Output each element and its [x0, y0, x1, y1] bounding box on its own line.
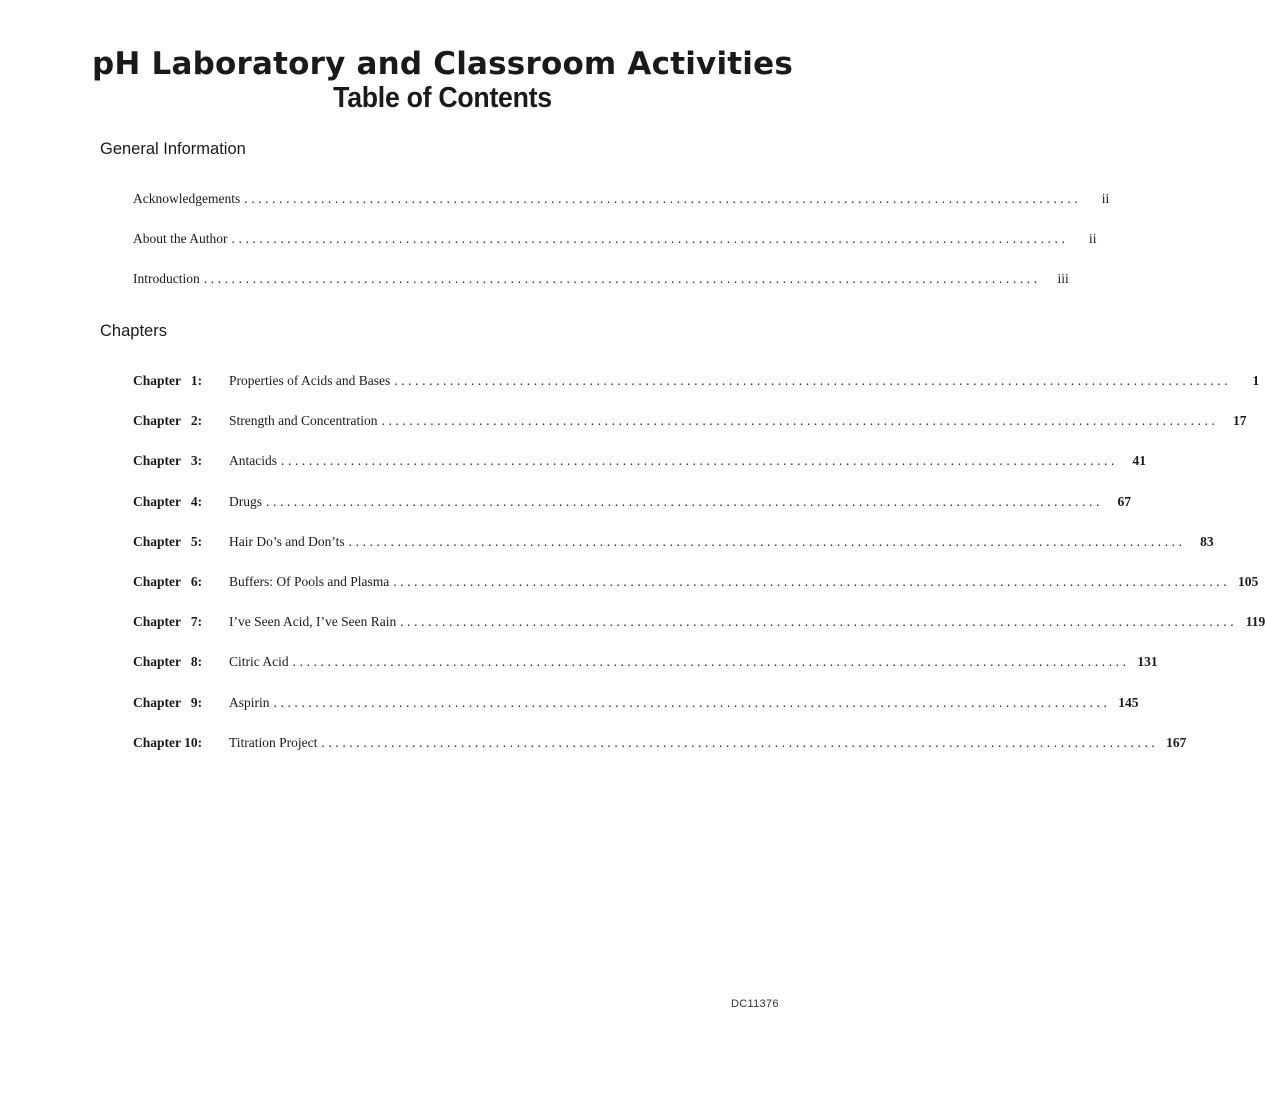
document-title: pH Laboratory and Classroom Activities	[91, 46, 793, 82]
toc-entry-title: Buffers: Of Pools and Plasma	[229, 573, 390, 589]
document-code: DC11376	[731, 998, 779, 1010]
toc-entry-page: ii	[1088, 231, 1097, 247]
chapter-label: Chapter 2:	[133, 413, 203, 429]
leader-dots: ........................................................................................................................	[393, 573, 1231, 589]
toc-entry-page: 167	[1166, 734, 1187, 750]
leader-dots: ........................................................................................................................	[244, 191, 1082, 206]
document-subtitle: Table of Contents	[333, 82, 552, 114]
general-information-list	[133, 190, 1110, 311]
toc-entry-about-the-author[interactable]	[133, 230, 1097, 270]
toc-entry-page: 145	[1118, 694, 1139, 710]
toc-entry-title: I’ve Seen Acid, I’ve Seen Rain	[229, 614, 397, 630]
chapter-label: Chapter 5:	[133, 533, 203, 549]
leader-dots: ........................................................................................................................	[231, 231, 1069, 247]
toc-entry-chapter-8[interactable]	[133, 653, 1158, 693]
toc-entry-page: 1	[1252, 373, 1260, 388]
toc-entry-page: 41	[1132, 453, 1146, 469]
toc-entry-title: Acknowledgements	[133, 191, 241, 206]
toc-entry-page: 119	[1245, 614, 1265, 630]
toc-entry-title: Antacids	[229, 453, 277, 469]
chapter-label: Chapter 3:	[133, 453, 203, 469]
leader-dots: ........................................................................................................................	[321, 734, 1159, 750]
leader-dots: ........................................................................................................................	[273, 694, 1111, 710]
leader-dots: ........................................................................................................................	[292, 654, 1130, 670]
leader-dots: ........................................................................................................................	[348, 533, 1186, 549]
chapter-label: Chapter 6:	[133, 573, 203, 589]
toc-entry-acknowledgements[interactable]	[133, 190, 1110, 230]
chapter-label: Chapter 7:	[133, 614, 203, 630]
toc-entry-chapter-1[interactable]	[133, 372, 1260, 412]
chapter-label: Chapter 9:	[133, 694, 203, 710]
toc-entry-page: ii	[1101, 191, 1110, 206]
chapters-heading: Chapters	[100, 322, 167, 340]
chapters-list	[133, 372, 1265, 774]
toc-entry-chapter-3[interactable]	[133, 452, 1146, 492]
toc-entry-title: Introduction	[133, 271, 200, 287]
toc-entry-chapter-2[interactable]	[133, 412, 1247, 452]
chapter-label: Chapter 1:	[133, 373, 203, 388]
toc-entry-title: Drugs	[229, 493, 262, 509]
toc-entry-title: Aspirin	[229, 694, 270, 710]
toc-entry-chapter-5[interactable]	[133, 533, 1214, 573]
chapter-label: Chapter 4:	[133, 493, 203, 509]
toc-entry-title: Titration Project	[229, 734, 318, 750]
general-information-heading: General Information	[100, 140, 246, 158]
leader-dots: ........................................................................................................................	[381, 413, 1219, 429]
toc-entry-page: 83	[1200, 533, 1214, 549]
toc-entry-introduction[interactable]	[133, 270, 1069, 310]
toc-entry-title: Citric Acid	[229, 654, 289, 670]
toc-entry-title: Properties of Acids and Bases	[229, 373, 391, 388]
leader-dots: ........................................................................................................................	[266, 493, 1103, 509]
leader-dots: ........................................................................................................................	[400, 614, 1238, 630]
toc-entry-page: 17	[1232, 413, 1247, 429]
toc-entry-page: 131	[1137, 654, 1158, 670]
toc-entry-page: 105	[1238, 573, 1259, 589]
leader-dots: ........................................................................................................................	[203, 271, 1041, 287]
leader-dots: ........................................................................................................................	[281, 453, 1118, 469]
chapter-label: Chapter 10:	[133, 734, 203, 750]
chapter-label: Chapter 8:	[133, 654, 203, 670]
toc-entry-title: Strength and Concentration	[229, 413, 378, 429]
toc-entry-chapter-10[interactable]	[133, 734, 1187, 774]
toc-entry-title: About the Author	[133, 231, 228, 247]
toc-entry-page: 67	[1117, 493, 1131, 509]
toc-entry-chapter-4[interactable]	[133, 493, 1131, 533]
toc-entry-chapter-9[interactable]	[133, 694, 1139, 734]
toc-entry-page: iii	[1057, 271, 1069, 287]
toc-entry-chapter-6[interactable]	[133, 573, 1259, 613]
toc-entry-chapter-7[interactable]	[133, 613, 1265, 653]
leader-dots: ........................................................................................................................	[394, 373, 1232, 388]
toc-entry-title: Hair Do’s and Don’ts	[229, 533, 345, 549]
